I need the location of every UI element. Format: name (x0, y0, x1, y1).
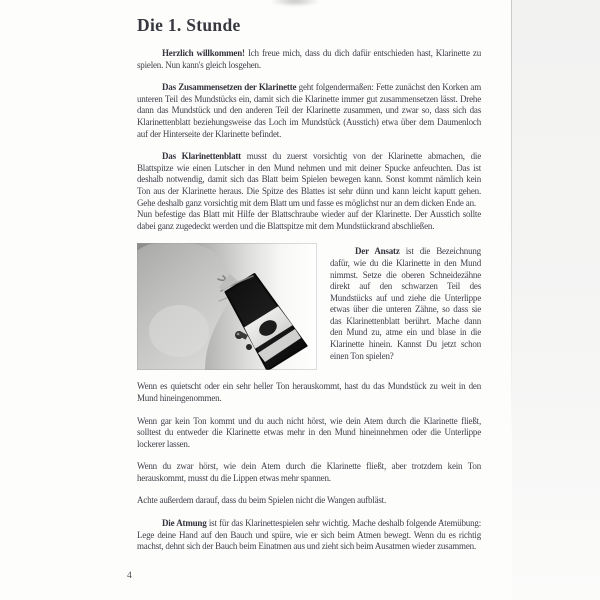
paragraph-welcome (137, 48, 481, 71)
paragraph-assembly (137, 82, 481, 140)
page-number: 4 (127, 571, 132, 581)
paragraph-cheeks: Achte außerdem darauf, dass du beim Spielen nicht die Wangen aufbläst. (137, 495, 387, 506)
side-text-column (330, 243, 481, 370)
paragraph-reed-attach: Nun befestige das Blatt mit Hilfe der Blattschraube wieder auf der Klarinette. Der Ausstich sollte dabei ganz zugedeckt werden und die Blattspitze mit dem Mundstückrand abschließen. (137, 209, 481, 231)
clarinet-embouchure-photo (137, 243, 317, 370)
paragraph-assembly-lead: Das Zusammensetzen der Klarinette (162, 82, 297, 93)
paragraph-no-tone: Wenn gar kein Ton kommt und du auch nicht hörst, wie dein Atem durch die Klarinette fließt, solltest du entweder die Klarinette etwas mehr in den Mund hineinnehmen oder die Unterlippe lockerer lassen. (137, 415, 481, 449)
paragraph-welcome-text: Ich freue mich, dass du dich dafür entschieden hast, Klarinette zu spielen. Nun kann's gleich losgehen. (137, 48, 481, 70)
paragraph-breathing (137, 518, 481, 553)
paragraph-assembly-text: geht folgendermaßen: Fette zunächst den Korken am unteren Teil des Mundstücks ein, damit sich die Klarinette immer gut zusammensetzen lässt. Drehe dann das Mundstück und den anderen Teil der Klarinette zusammen, und zwar so, dass sich das Klarinettenblatt beziehungsweise das Loch im Mundstück (Ausstich) etwa über dem Daumenloch auf der Hinterseite der Klarinette befindet. (137, 82, 481, 139)
text-block (137, 14, 481, 594)
photo-and-side-text (137, 243, 481, 370)
paragraph-embouchure-text: ist die Bezeichnung dafür, wie du die Klarinette in den Mund nimmst. Setze die oberen Schneidezähne direkt auf den schwarzen Teil des Mundstücks auf und ziehe die Unterlippe etwas über die unteren Zähne, so dass sie das Klarinettenblatt berührt. Mache dann den Mund zu, atme ein und blase in die Klarinette hinein. Kannst Du jetzt schon einen Ton spielen? (330, 246, 481, 361)
scan-edge-line (511, 0, 512, 440)
paragraph-embouchure (330, 246, 481, 362)
paragraph-reed-text: musst du zuerst vorsichtig von der Klarinette abmachen, die Blattspitze wie einen Lutscher in den Mund nehmen und mit deiner Spucke anfeuchten. Das ist deshalb notwendig, damit sich das Blatt beim Spielen bewegen kann. Sonst kommt nämlich kein Ton aus der Klarinette heraus. Die Spitze des Blattes ist sehr dünn und kann leicht kaputt gehen. Gehe deshalb ganz vorsichtig mit dem Blatt um und fasse es möglichst nur an dem dicken Ende an. (137, 151, 481, 208)
paragraph-squeak: Wenn es quietscht oder ein sehr heller Ton herauskommt, hast du das Mundstück zu weit in den Mund hineingenommen. (137, 381, 481, 403)
scan-smudge-artifact (270, 0, 320, 7)
paragraph-breathing-lead: Die Atmung (162, 518, 207, 529)
paragraph-embouchure-lead: Der Ansatz (355, 246, 400, 257)
paragraph-breathing-text: ist für das Klarinettespielen sehr wichtig. Mache deshalb folgende Atemübung: Lege deine Hand auf den Bauch und spüre, wie er sich beim Atmen bewegt. Wenn du es richtig machst, dehnt sich der Bauch beim Einatmen aus und zieht sich beim Ausatmen wieder zusammen. (137, 518, 481, 552)
paragraph-air-no-tone: Wenn du zwar hörst, wie dein Atem durch die Klarinette fließt, aber trotzdem kein Ton herauskommt, musst du die Lippen etwas mehr spannen. (137, 461, 481, 483)
scan-edge-strip (512, 0, 600, 600)
page-title: Die 1. Stunde (137, 15, 241, 35)
paragraph-reed-lead: Das Klarinettenblatt (162, 151, 241, 162)
embouchure-photo-graphic (137, 243, 317, 370)
paragraph-reed (137, 151, 481, 209)
paragraph-welcome-lead: Herzlich willkommen! (162, 48, 245, 58)
